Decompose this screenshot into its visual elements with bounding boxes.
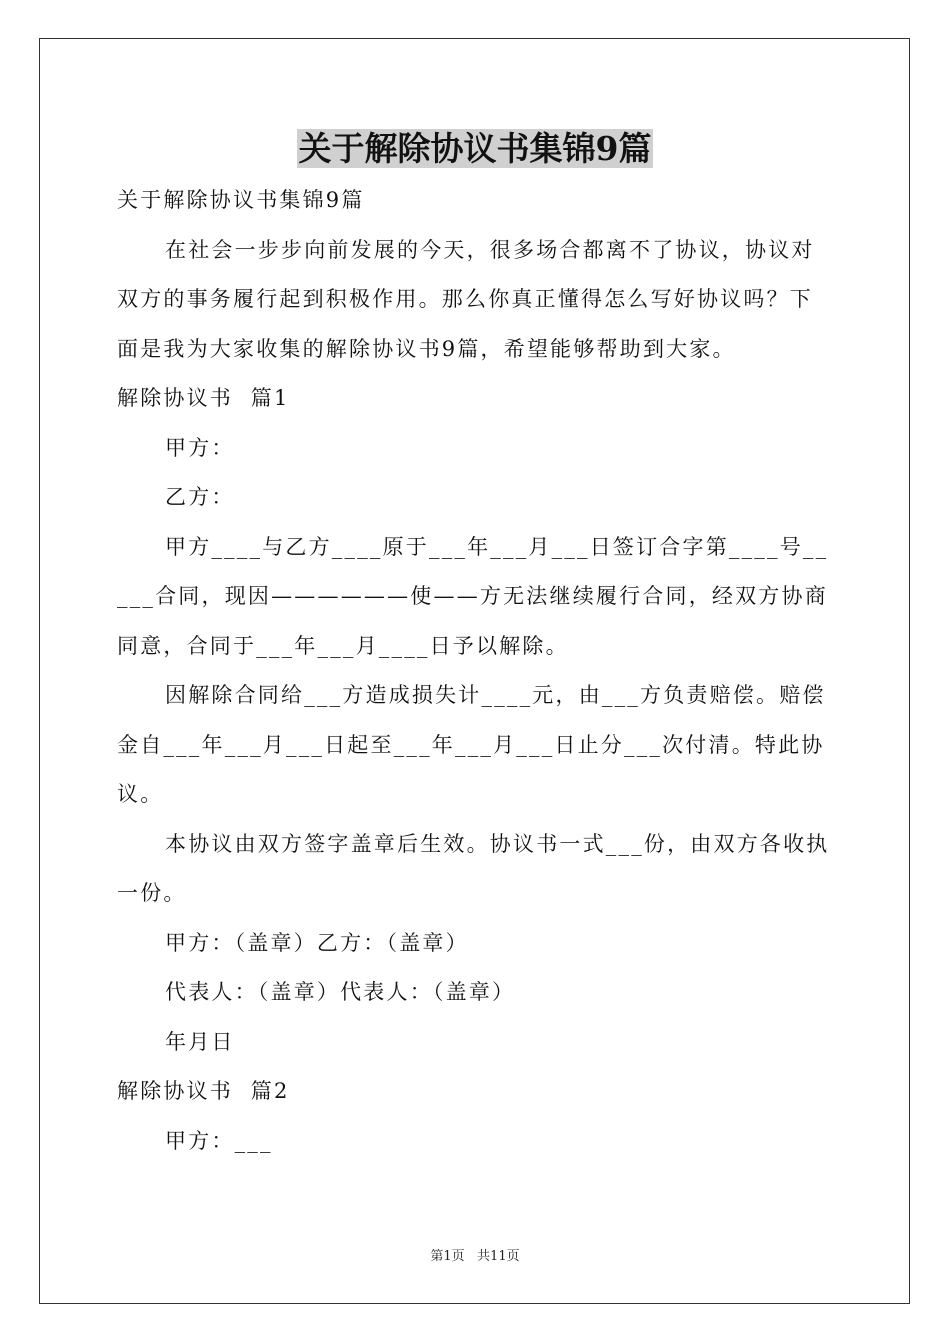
representative-line: 代表人：（盖章）代表人：（盖章） <box>165 980 516 1004</box>
signature-line: 甲方：（盖章）乙方：（盖章） <box>165 930 469 955</box>
party-b-line: 乙方： <box>165 485 235 509</box>
document-subtitle: 关于解除协议书集锦9篇 <box>117 188 365 212</box>
document-body <box>117 176 835 1166</box>
clause-compensation: 因解除合同给___方造成损失计____元，由___方负责赔偿。赔偿金自___年___月___日起至___年___月___日止分___次付清。特此协议。 <box>117 683 826 806</box>
page-footer <box>0 1248 950 1266</box>
clause-effect: 本协议由双方签字盖章后生效。协议书一式___份，由双方各收执一份。 <box>117 831 830 905</box>
party-a-line: 甲方： <box>165 435 235 460</box>
intro-paragraph: 在社会一步步向前发展的今天，很多场合都离不了协议，协议对双方的事务履行起到积极作用。那么你真正懂得怎么写好协议吗？下面是我为大家收集的解除协议书9篇，希望能够帮助到大家。 <box>117 237 815 361</box>
date-line: 年月日 <box>165 1029 235 1054</box>
section-heading-2: 解除协议书 篇2 <box>117 1079 290 1103</box>
clause-termination: 甲方____与乙方____原于___年___月___日签订合字第____号_____合同，现因——————使——方无法继续履行合同，经双方协商同意，合同于___年___月____日予以解除。 <box>117 534 829 658</box>
document-title <box>0 126 950 172</box>
section2-party-a-line: 甲方：___ <box>165 1128 273 1153</box>
document-title-text: 关于解除协议书集锦9篇 <box>298 129 652 168</box>
section-heading-1: 解除协议书 篇1 <box>117 386 290 410</box>
page-number: 第1页 共11页 <box>430 1249 520 1264</box>
